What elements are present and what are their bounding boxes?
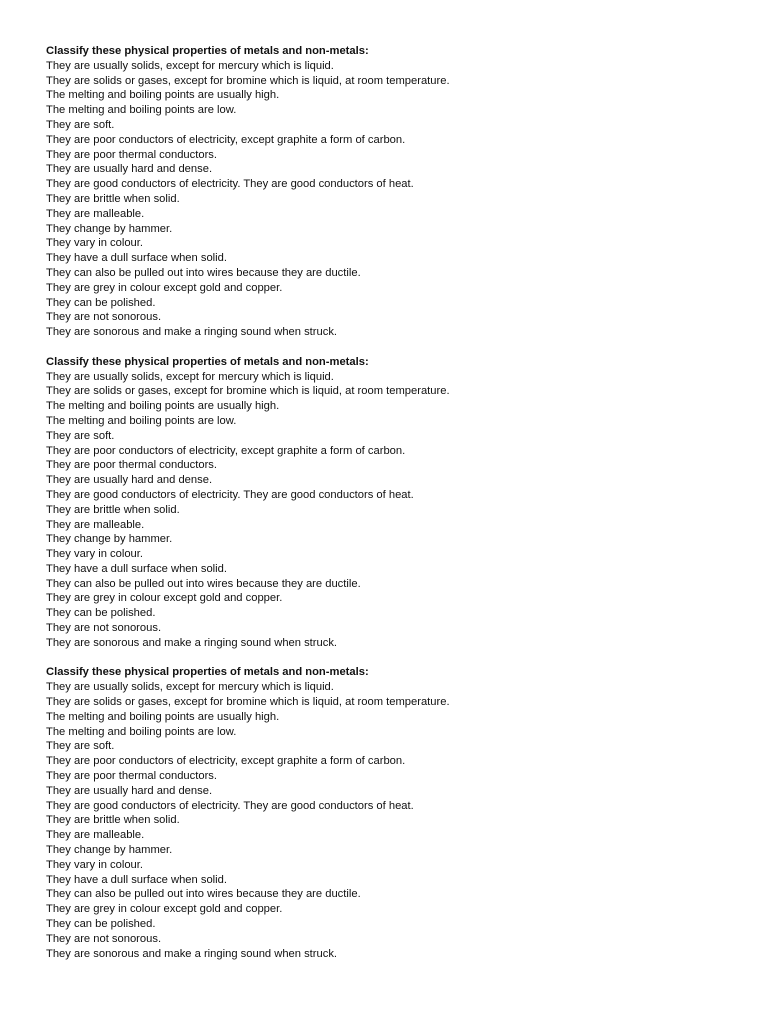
property-statement: They are usually solids, except for mercury which is liquid. [46, 370, 334, 383]
property-statement: They are solids or gases, except for bromine which is liquid, at room temperature. [46, 385, 450, 398]
property-statement: The melting and boiling points are usually high. [46, 710, 280, 723]
property-statement: The melting and boiling points are low. [46, 414, 237, 427]
property-statement: They have a dull surface when solid. [46, 562, 227, 575]
document-page [46, 44, 746, 961]
property-statement: They are poor thermal conductors. [46, 148, 218, 161]
property-statement: They are soft. [46, 429, 115, 442]
section-heading: Classify these physical properties of metals and non-metals: [46, 666, 369, 679]
property-statement: They are poor conductors of electricity, except graphite a form of carbon. [46, 755, 406, 768]
property-statement: They are usually solids, except for mercury which is liquid. [46, 681, 334, 694]
property-statement: They are brittle when solid. [46, 192, 180, 205]
property-statement: They are malleable. [46, 207, 145, 220]
property-statement: They are grey in colour except gold and copper. [46, 903, 283, 916]
property-statement: They are solids or gases, except for bromine which is liquid, at room temperature. [46, 696, 450, 709]
property-statement: They are soft. [46, 118, 115, 131]
property-statement: They are usually solids, except for mercury which is liquid. [46, 59, 334, 72]
section-heading: Classify these physical properties of metals and non-metals: [46, 355, 369, 368]
property-statement: They are good conductors of electricity. They are good conductors of heat. [46, 178, 414, 191]
property-list-section [46, 44, 746, 340]
property-statement: They are brittle when solid. [46, 814, 180, 827]
property-statement: They can also be pulled out into wires because they are ductile. [46, 888, 361, 901]
property-statement: They change by hammer. [46, 533, 173, 546]
property-statement: The melting and boiling points are low. [46, 725, 237, 738]
property-statement: They are soft. [46, 740, 115, 753]
property-statement: They vary in colour. [46, 548, 143, 561]
property-statement: They are sonorous and make a ringing sound when struck. [46, 947, 338, 960]
property-statement: They can be polished. [46, 918, 156, 931]
property-statement: They can also be pulled out into wires because they are ductile. [46, 577, 361, 590]
property-statement: They change by hammer. [46, 844, 173, 857]
property-statement: They are usually hard and dense. [46, 163, 213, 176]
property-list-section [46, 355, 746, 651]
property-statement: They are sonorous and make a ringing sound when struck. [46, 636, 338, 649]
section-heading: Classify these physical properties of metals and non-metals: [46, 45, 369, 57]
property-statement: The melting and boiling points are usually high. [46, 89, 280, 102]
property-statement: They are solids or gases, except for bromine which is liquid, at room temperature. [46, 74, 450, 87]
property-statement: They are brittle when solid. [46, 503, 180, 516]
property-statement: The melting and boiling points are usually high. [46, 400, 280, 413]
property-statement: They are poor conductors of electricity, except graphite a form of carbon. [46, 133, 406, 146]
property-statement: They are poor thermal conductors. [46, 770, 218, 783]
property-statement: They are malleable. [46, 518, 145, 531]
property-statement: They are malleable. [46, 829, 145, 842]
property-statement: They vary in colour. [46, 237, 143, 250]
property-statement: They can be polished. [46, 296, 156, 309]
property-statement: They are usually hard and dense. [46, 784, 213, 797]
property-statement: They vary in colour. [46, 858, 143, 871]
property-statement: They are poor thermal conductors. [46, 459, 218, 472]
property-statement: They are not sonorous. [46, 622, 162, 635]
property-statement: They have a dull surface when solid. [46, 252, 227, 265]
property-statement: They are sonorous and make a ringing sound when struck. [46, 326, 338, 339]
property-statement: They are not sonorous. [46, 311, 162, 324]
property-statement: They can also be pulled out into wires because they are ductile. [46, 266, 361, 279]
property-statement: They are usually hard and dense. [46, 474, 213, 487]
property-statement: They are poor conductors of electricity, except graphite a form of carbon. [46, 444, 406, 457]
property-statement: They are grey in colour except gold and copper. [46, 281, 283, 294]
property-statement: They change by hammer. [46, 222, 173, 235]
property-statement: They are not sonorous. [46, 932, 162, 945]
property-statement: They are grey in colour except gold and copper. [46, 592, 283, 605]
property-statement: The melting and boiling points are low. [46, 104, 237, 117]
property-statement: They are good conductors of electricity. They are good conductors of heat. [46, 488, 414, 501]
property-statement: They have a dull surface when solid. [46, 873, 227, 886]
property-list-section [46, 665, 746, 961]
property-statement: They are good conductors of electricity. They are good conductors of heat. [46, 799, 414, 812]
property-statement: They can be polished. [46, 607, 156, 620]
